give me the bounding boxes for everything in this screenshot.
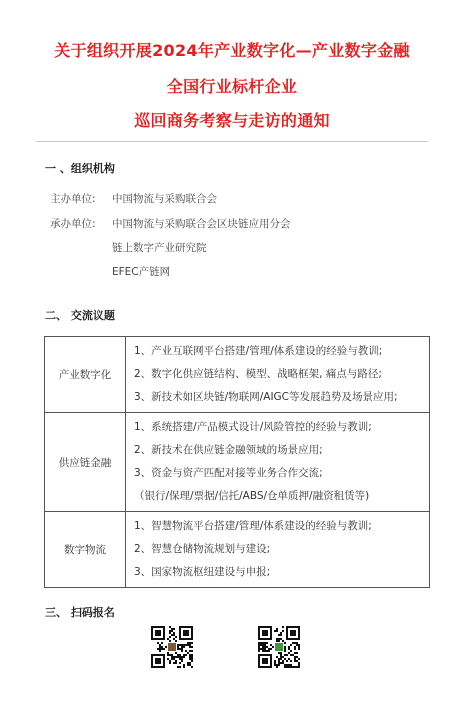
- topic-item: 2、新技术在供应链金融领域的场景应用;: [134, 444, 323, 456]
- topic-items: [126, 413, 430, 512]
- section-heading-topics: 二、 交流议题: [45, 309, 115, 322]
- qr-code-icon[interactable]: [151, 626, 193, 668]
- topic-item: 2、智慧仓储物流规划与建设;: [134, 543, 271, 555]
- qr-code-graphic: [151, 626, 193, 668]
- organizer-value-1: 中国物流与采购联合会区块链应用分会: [112, 218, 291, 230]
- host-label: 主办单位:: [50, 193, 96, 205]
- title-line-2: 全国行业标杆企业: [166, 77, 298, 96]
- topic-category: 数字物流: [45, 512, 126, 588]
- title-line-1: 关于组织开展2024年产业数字化—产业数字金融: [54, 41, 410, 60]
- topic-category: 产业数字化: [45, 337, 126, 413]
- topic-items: [126, 512, 430, 588]
- title-line-3: 巡回商务考察与走访的通知: [134, 111, 330, 130]
- topic-item: 1、产业互联网平台搭建/管理/体系建设的经验与教训;: [134, 345, 383, 357]
- topic-item: （银行/保理/票据/信托/ABS/仓单质押/融资租赁等): [134, 490, 370, 502]
- organizer-label: 承办单位:: [50, 218, 96, 230]
- qr-code-graphic: [258, 626, 300, 668]
- topic-item: 2、数字化供应链结构、模型、战略框架, 痛点与路径;: [134, 368, 382, 380]
- title-divider: [36, 141, 428, 142]
- table-row: [45, 337, 430, 413]
- topics-table: [44, 336, 430, 588]
- section-heading-register: 三、 扫码报名: [45, 606, 115, 619]
- topic-item: 3、国家物流枢纽建设与申报;: [134, 566, 271, 578]
- topic-items: [126, 337, 430, 413]
- topic-item: 1、系统搭建/产品模式设计/风险管控的经验与教训;: [134, 421, 372, 433]
- table-row: [45, 512, 430, 588]
- topic-item: 3、新技术如区块链/物联网/AIGC等发展趋势及场景应用;: [134, 391, 398, 403]
- topic-category: 供应链金融: [45, 413, 126, 512]
- table-row: [45, 413, 430, 512]
- organizer-value-2: 链上数字产业研究院: [112, 242, 207, 254]
- qr-code-icon[interactable]: [258, 626, 300, 668]
- organizer-value-3: EFEC产链网: [112, 266, 171, 278]
- topic-item: 1、智慧物流平台搭建/管理/体系建设的经验与教训;: [134, 520, 372, 532]
- topic-item: 3、资金与资产匹配对接等业务合作交流;: [134, 467, 323, 479]
- section-heading-organization: 一 、组织机构: [45, 162, 115, 175]
- host-value: 中国物流与采购联合会: [112, 193, 217, 205]
